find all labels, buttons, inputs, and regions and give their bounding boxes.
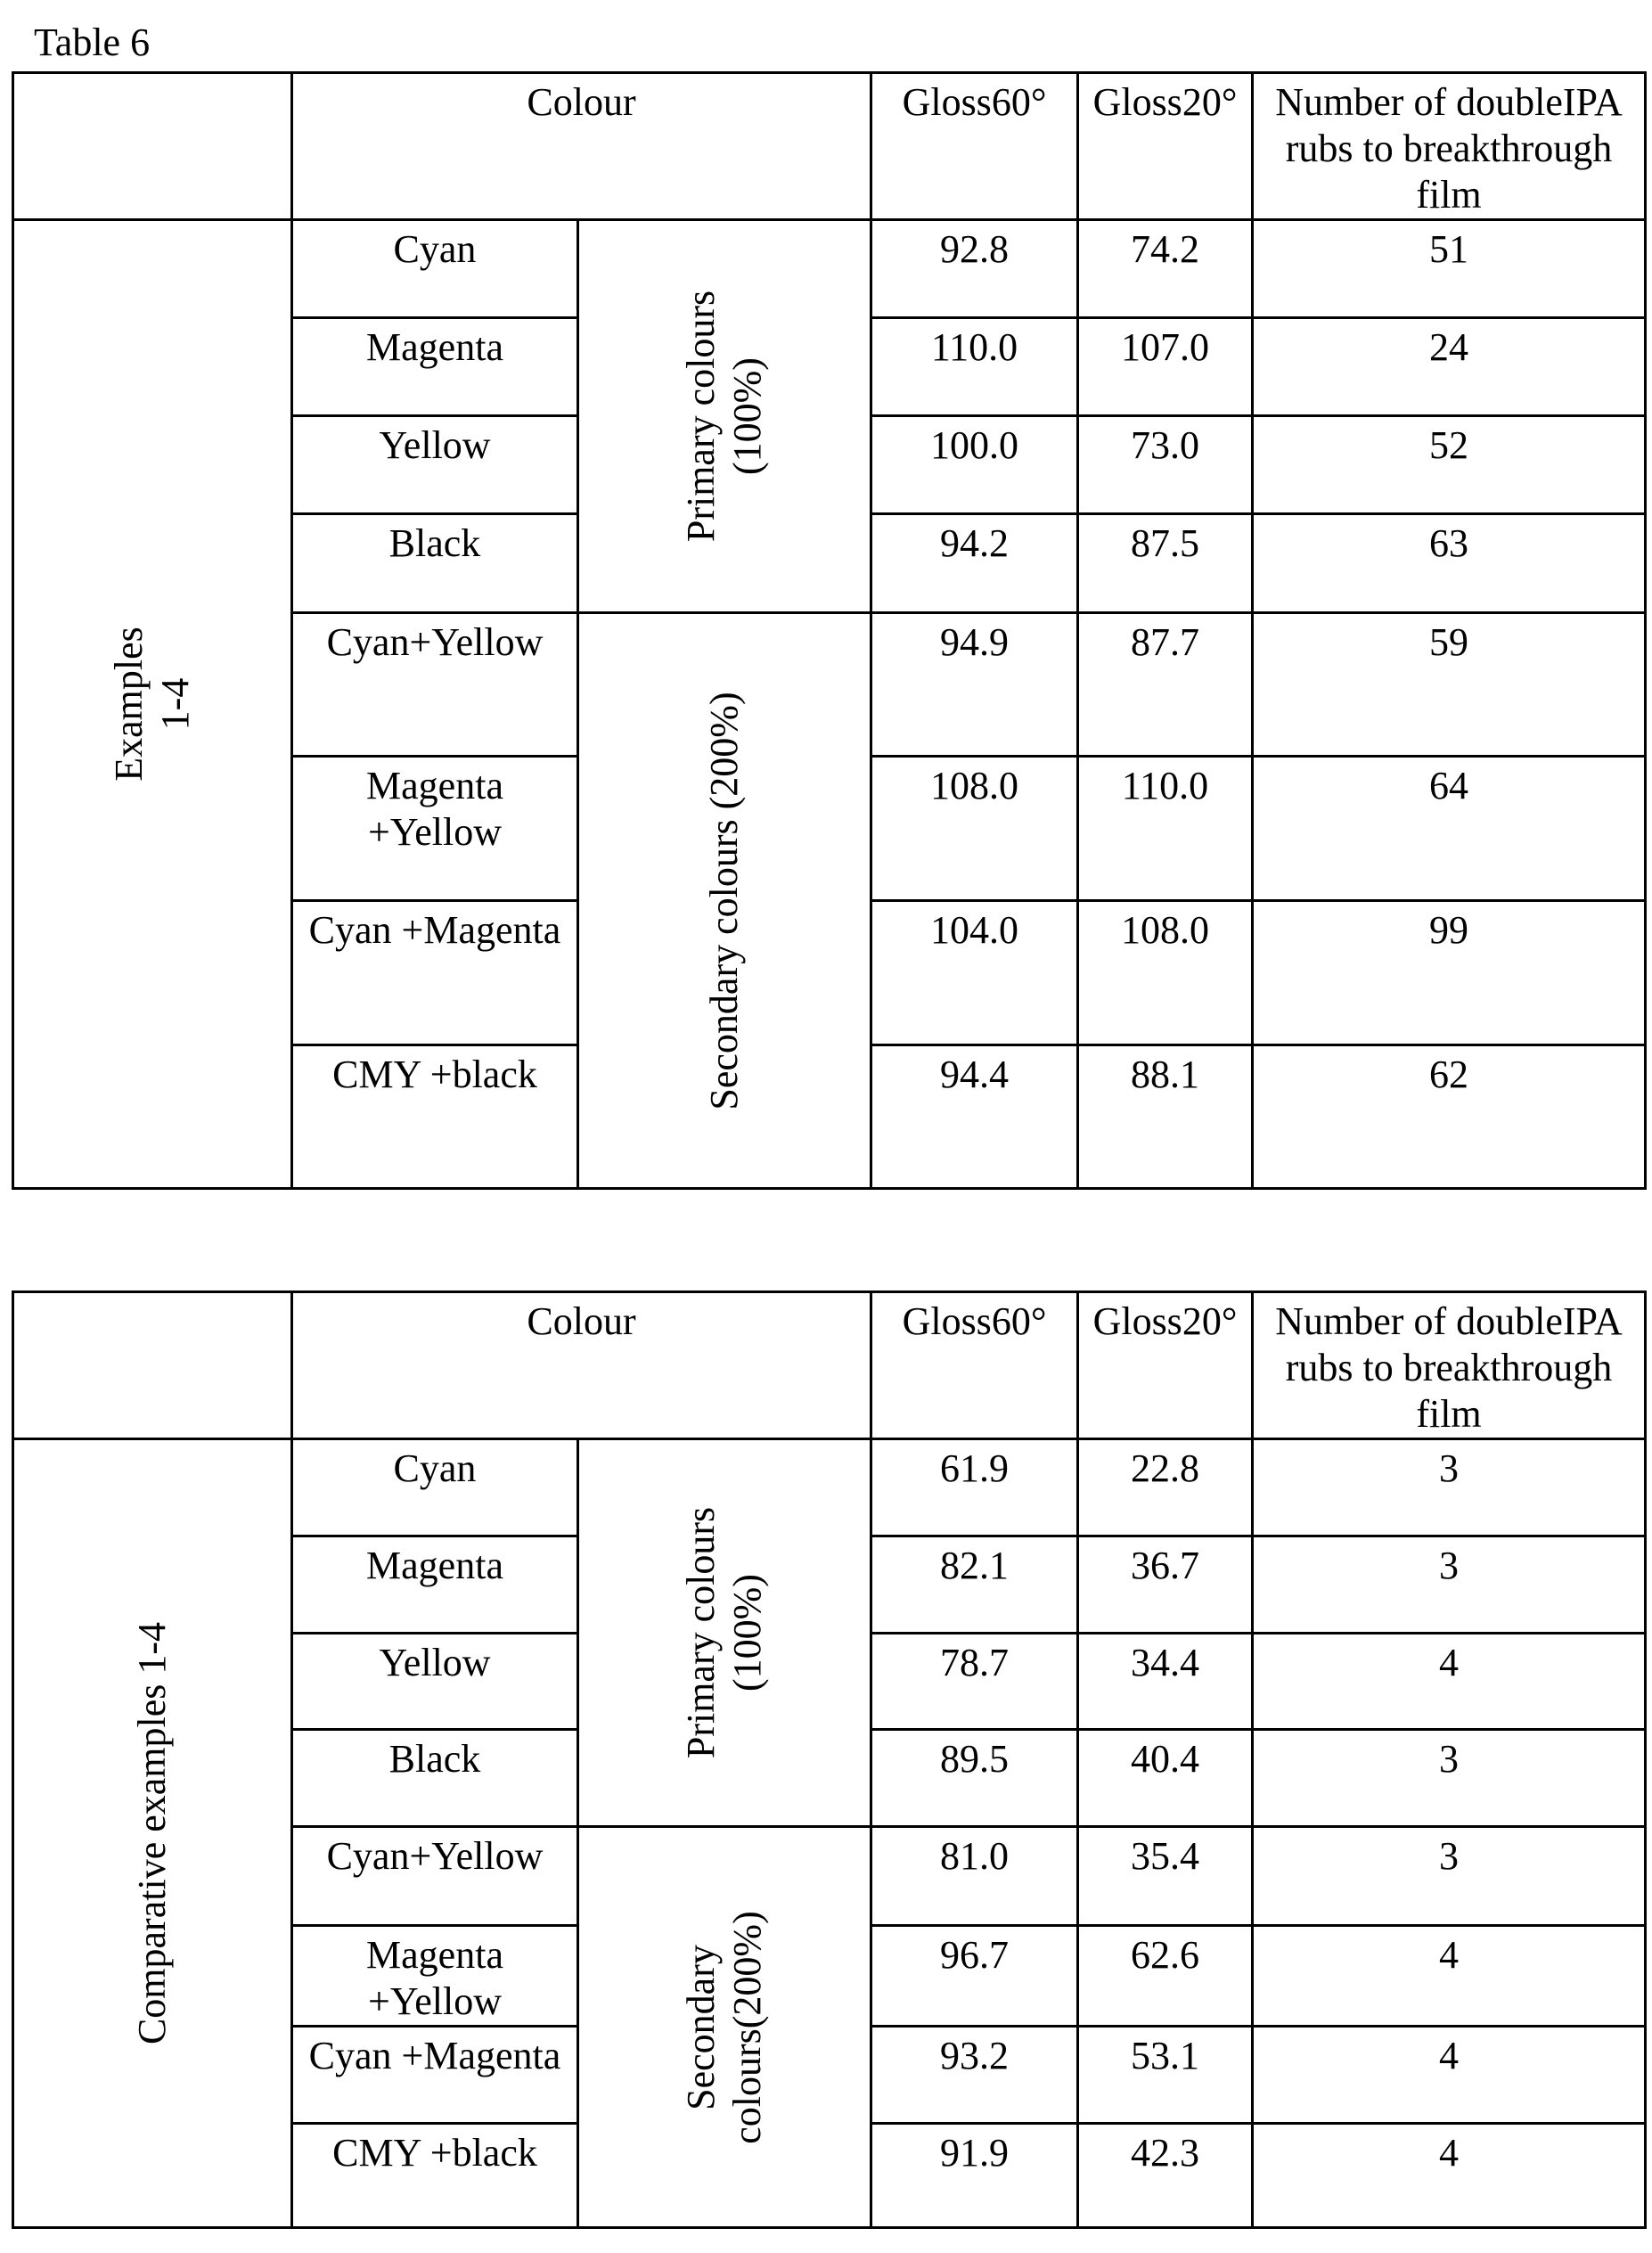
ipa-rubs-cell: 3 (1253, 1536, 1646, 1634)
text-line: Yellow (390, 1979, 502, 2023)
text-line: CMY + (332, 1053, 452, 1096)
text-line: 20° (1182, 80, 1238, 124)
colour-cell (292, 1045, 578, 1189)
comparative-examples-table (12, 1290, 1647, 2229)
colour-cell (292, 1730, 578, 1827)
ipa-rubs-cell: 24 (1253, 318, 1646, 416)
ipa-rubs-cell: 63 (1253, 514, 1646, 613)
text-line: Magenta (366, 1544, 503, 1587)
text-line: 1-4 (152, 627, 199, 782)
table-caption: Table 6 (34, 20, 150, 65)
primary-colours-label-cell (578, 220, 871, 613)
gloss60-cell: 81.0 (871, 1827, 1078, 1926)
gloss20-cell: 35.4 (1078, 1827, 1253, 1926)
text-line: +Yellow (409, 1834, 543, 1878)
gloss60-cell: 92.8 (871, 220, 1078, 318)
ipa-rubs-cell: 4 (1253, 2027, 1646, 2124)
colour-header (292, 73, 871, 220)
ipa-rubs-cell: 51 (1253, 220, 1646, 318)
header-row (13, 73, 1646, 220)
secondary-colours-label (678, 1911, 771, 2144)
ipa-rubs-cell: 52 (1253, 416, 1646, 514)
gloss60-cell: 89.5 (871, 1730, 1078, 1827)
text-line: Black (389, 521, 481, 565)
text-line: Yellow (379, 423, 490, 467)
gloss60-cell: 94.4 (871, 1045, 1078, 1189)
gloss20-cell: 22.8 (1078, 1439, 1253, 1536)
group-label (129, 1622, 176, 2044)
text-line: Gloss (1093, 1299, 1182, 1343)
table-row (13, 220, 1646, 318)
text-line: Cyan + (309, 908, 424, 952)
gloss60-cell: 104.0 (871, 901, 1078, 1045)
colour-cell (292, 1827, 578, 1926)
colour-cell (292, 1634, 578, 1730)
colour-cell (292, 613, 578, 757)
text-line: (100%) (724, 291, 771, 542)
text-line: Magenta + (366, 764, 503, 854)
gloss60-cell: 110.0 (871, 318, 1078, 416)
ipa-rubs-cell: 3 (1253, 1827, 1646, 1926)
colour-cell (292, 318, 578, 416)
gloss20-cell: 34.4 (1078, 1634, 1253, 1730)
ipa-rubs-cell: 3 (1253, 1730, 1646, 1827)
text-line: Number of double (1275, 1299, 1563, 1343)
gloss20-cell: 42.3 (1078, 2124, 1253, 2228)
text-line: Number of double (1275, 80, 1563, 124)
empty-corner-cell (13, 73, 292, 220)
gloss60-cell: 82.1 (871, 1536, 1078, 1634)
table-row (13, 1439, 1646, 1536)
text-line: Gloss (903, 80, 992, 124)
gloss20-cell: 87.5 (1078, 514, 1253, 613)
header-row (13, 1292, 1646, 1439)
text-line: Yellow (390, 810, 502, 854)
ipa-rubs-cell: 64 (1253, 757, 1646, 901)
text-line: Cyan (327, 620, 410, 664)
gloss20-header (1078, 1292, 1253, 1439)
group-label-cell (13, 1439, 292, 2228)
colour-cell (292, 901, 578, 1045)
text-line: colours(200%) (724, 1911, 771, 2144)
gloss60-cell: 96.7 (871, 1926, 1078, 2027)
empty-corner-cell (13, 1292, 292, 1439)
text-line: Black (389, 1737, 481, 1781)
gloss60-cell: 108.0 (871, 757, 1078, 901)
gloss60-cell: 94.2 (871, 514, 1078, 613)
gloss20-cell: 107.0 (1078, 318, 1253, 416)
text-line: through film (1416, 127, 1612, 217)
ipa-rubs-cell: 99 (1253, 901, 1646, 1045)
text-line: Cyan (394, 227, 477, 271)
text-line: Gloss (903, 1299, 992, 1343)
text-line: +Yellow (409, 620, 543, 664)
primary-colours-label (678, 291, 771, 542)
gloss60-header (871, 73, 1078, 220)
gloss20-cell: 88.1 (1078, 1045, 1253, 1189)
group-label (106, 627, 199, 782)
gloss60-cell: 93.2 (871, 2027, 1078, 2124)
text-line: Magenta (366, 325, 503, 369)
text-line: 60° (992, 1299, 1047, 1343)
text-line: (100%) (724, 1507, 771, 1758)
text-line: Examples (106, 627, 152, 782)
text-line: Secondary colours (200%) (701, 692, 748, 1110)
text-line: black (453, 2131, 537, 2175)
gloss20-header (1078, 73, 1253, 220)
gloss20-cell: 40.4 (1078, 1730, 1253, 1827)
text-line: CMY + (332, 2131, 452, 2175)
text-line: Secondary (678, 1911, 724, 2144)
colour-cell (292, 220, 578, 318)
ipa-rubs-cell: 62 (1253, 1045, 1646, 1189)
colour-cell (292, 1439, 578, 1536)
gloss60-cell: 61.9 (871, 1439, 1078, 1536)
text-line: IPA rubs to break (1286, 80, 1623, 170)
gloss20-cell: 74.2 (1078, 220, 1253, 318)
gloss60-cell: 100.0 (871, 416, 1078, 514)
gloss20-cell: 62.6 (1078, 1926, 1253, 2027)
ipa-rubs-cell: 4 (1253, 1926, 1646, 2027)
gloss20-cell: 110.0 (1078, 757, 1253, 901)
gloss60-header (871, 1292, 1078, 1439)
text-line: Primary colours (678, 1507, 724, 1758)
colour-cell (292, 514, 578, 613)
text-line: Magenta (423, 908, 560, 952)
text-line: 20° (1182, 1299, 1238, 1343)
text-line: IPA rubs to break (1286, 1299, 1623, 1389)
group-label-cell (13, 220, 292, 1189)
secondary-colours-label (701, 692, 748, 1110)
colour-cell (292, 1926, 578, 2027)
ipa-rubs-cell: 4 (1253, 2124, 1646, 2228)
ipa-rubs-header (1253, 1292, 1646, 1439)
colour-cell (292, 1536, 578, 1634)
ipa-rubs-cell: 3 (1253, 1439, 1646, 1536)
gloss60-cell: 94.9 (871, 613, 1078, 757)
text-line: Magenta (423, 2034, 560, 2077)
colour-header-label: Colour (527, 1299, 635, 1343)
gloss20-cell: 53.1 (1078, 2027, 1253, 2124)
ipa-rubs-cell: 59 (1253, 613, 1646, 757)
text-line: Cyan (327, 1834, 410, 1878)
colour-cell (292, 2027, 578, 2124)
secondary-colours-label-cell (578, 613, 871, 1189)
text-line: Comparative examples 1-4 (129, 1622, 176, 2044)
primary-colours-label (678, 1507, 771, 1758)
gloss20-cell: 108.0 (1078, 901, 1253, 1045)
gloss20-cell: 73.0 (1078, 416, 1253, 514)
examples-table (12, 71, 1647, 1190)
ipa-rubs-header (1253, 73, 1646, 220)
colour-header-label: Colour (527, 80, 635, 124)
text-line: through film (1416, 1346, 1612, 1436)
text-line: Cyan (394, 1446, 477, 1490)
gloss20-cell: 36.7 (1078, 1536, 1253, 1634)
primary-colours-label-cell (578, 1439, 871, 1827)
gloss60-cell: 91.9 (871, 2124, 1078, 2228)
colour-cell (292, 757, 578, 901)
ipa-rubs-cell: 4 (1253, 1634, 1646, 1730)
gloss20-cell: 87.7 (1078, 613, 1253, 757)
gloss60-cell: 78.7 (871, 1634, 1078, 1730)
text-line: black (453, 1053, 537, 1096)
text-line: Cyan + (309, 2034, 424, 2077)
text-line: Primary colours (678, 291, 724, 542)
text-line: Gloss (1093, 80, 1182, 124)
text-line: Magenta + (366, 1933, 503, 2023)
colour-header (292, 1292, 871, 1439)
colour-cell (292, 2124, 578, 2228)
text-line: 60° (992, 80, 1047, 124)
secondary-colours-label-cell (578, 1827, 871, 2228)
text-line: Yellow (379, 1641, 490, 1684)
colour-cell (292, 416, 578, 514)
